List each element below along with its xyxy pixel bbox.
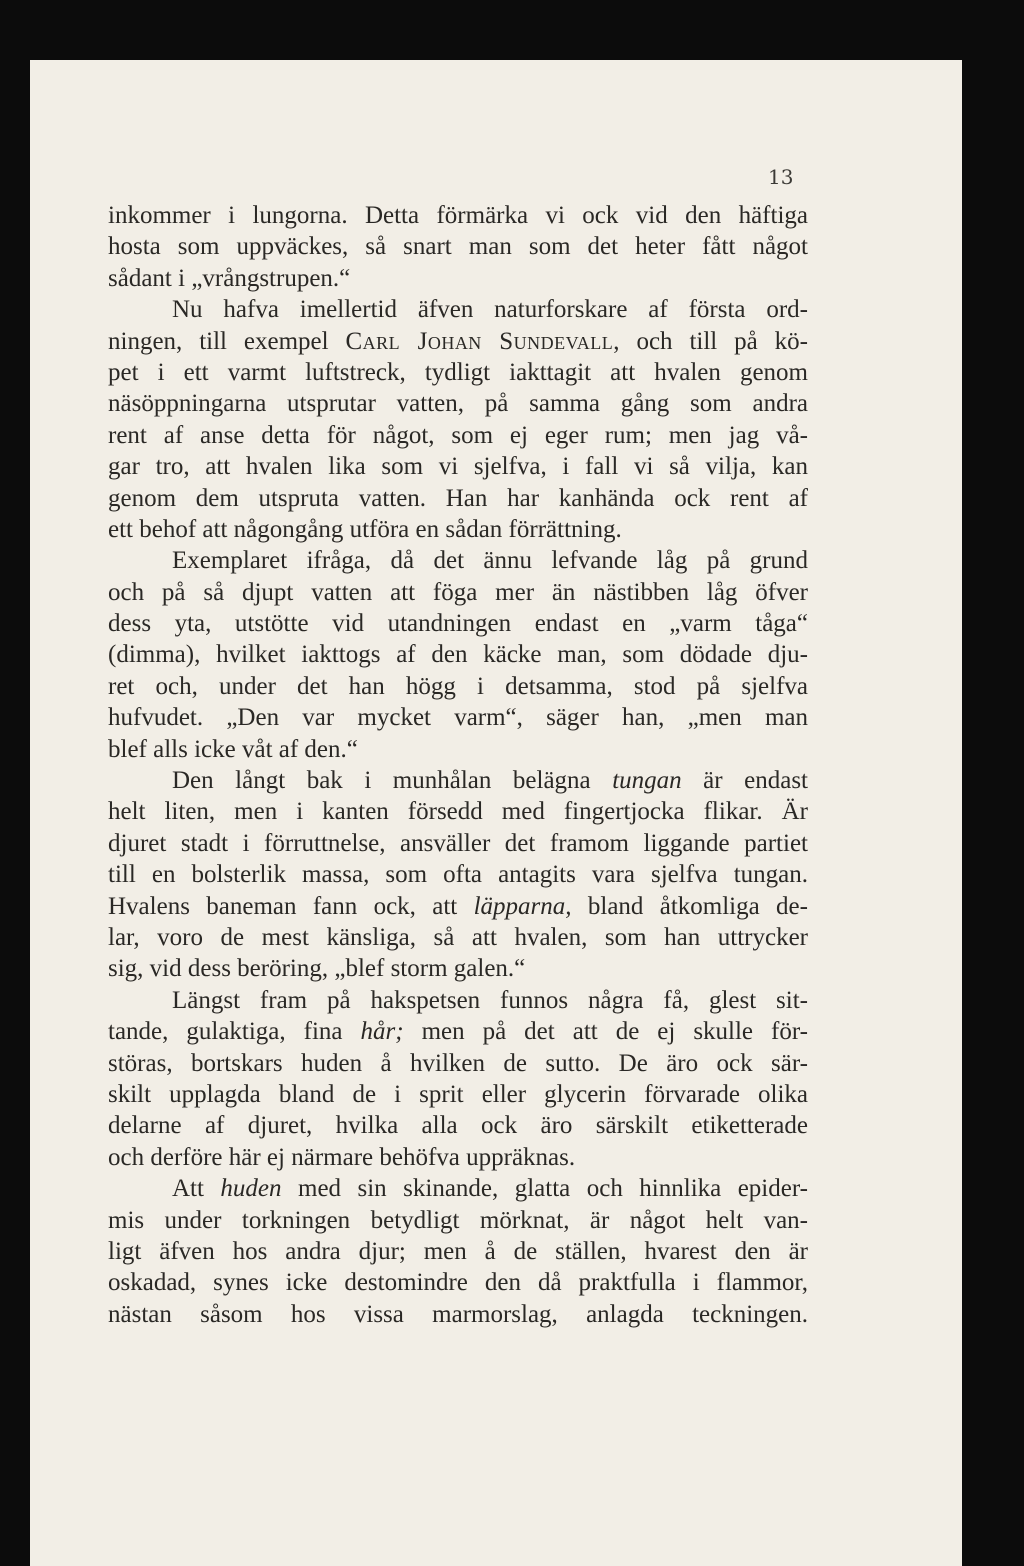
text-line: Exemplaret ifråga, då det ännu lefvande låg på grund	[172, 547, 808, 575]
text-line: helt liten, men i kanten försedd med fingertjocka flikar. Är	[108, 798, 808, 826]
scan-border-top	[0, 0, 1024, 60]
text-line: blef alls icke våt af den.“	[108, 735, 358, 763]
text-line: skilt upplagda bland de i sprit eller glycerin förvarade olika	[108, 1080, 808, 1108]
text-line: Hvalens baneman fann ock, att läpparna, bland åtkomliga de-	[108, 892, 808, 920]
italic-term: läpparna,	[473, 892, 572, 920]
text-line: ett behof att någongång utföra en sådan förrättning.	[108, 515, 622, 543]
text-line: delarne af djuret, hvilka alla ock äro särskilt etiketterade	[108, 1112, 808, 1140]
text-line: rent af anse detta för något, som ej eger rum; men jag vå-	[108, 421, 808, 449]
scan-border-left	[0, 0, 30, 1566]
text-line: till en bolsterlik massa, som ofta antagits vara sjelfva tungan.	[108, 861, 808, 889]
text-line: Att huden med sin skinande, glatta och hinnlika epider-	[172, 1175, 808, 1203]
text-line: ningen, till exempel Carl Johan Sundevall, och till på kö-	[108, 327, 808, 355]
text-line: nästan såsom hos vissa marmorslag, anlagda teckningen.	[108, 1300, 808, 1328]
text-line: pet i ett varmt luftstreck, tydligt iakttagit att hvalen genom	[108, 358, 808, 386]
text-line: lar, voro de mest känsliga, så att hvalen, som han uttrycker	[108, 923, 808, 951]
text-line: Nu hafva imellertid äfven naturforskare af första ord-	[172, 296, 808, 324]
text-line: hosta som uppväckes, så snart man som det heter fått något	[108, 233, 808, 261]
text-line: sådant i „vrångstrupen.“	[108, 264, 351, 292]
text-line: oskadad, synes icke destomindre den då praktfulla i flammor,	[108, 1269, 808, 1297]
text-line: gar tro, att hvalen lika som vi sjelfva, i fall vi så vilja, kan	[108, 453, 808, 481]
text-line: (dimma), hvilket iakttogs af den käcke man, som dödade dju-	[108, 641, 808, 669]
text-line: djuret stadt i förruttnelse, ansväller det framom liggande partiet	[108, 829, 808, 857]
text-line: ret och, under det han högg i detsamma, stod på sjelfva	[108, 672, 808, 700]
text-line: sig, vid dess beröring, „blef storm galen.“	[108, 955, 526, 983]
text-line: dess yta, utstötte vid utandningen endast en „varm tåga“	[108, 610, 808, 638]
text-line: Den långt bak i munhålan belägna tungan är endast	[172, 767, 808, 795]
text-line: störas, bortskars huden å hvilken de sutto. De äro ock sär-	[108, 1049, 808, 1077]
text-line: Längst fram på hakspetsen funnos några få, glest sit-	[172, 986, 808, 1014]
scan-border-right	[962, 0, 1024, 1566]
text-line: och derföre här ej närmare behöfva uppräknas.	[108, 1143, 576, 1171]
text-line: hufvudet. „Den var mycket varm“, säger han, „men man	[108, 704, 808, 732]
text-line: tande, gulaktiga, fina hår; men på det att de ej skulle för-	[108, 1018, 808, 1046]
italic-term: hår;	[360, 1018, 404, 1046]
text-line: mis under torkningen betydligt mörknat, är något helt van-	[108, 1206, 808, 1234]
italic-term: tungan	[612, 767, 682, 795]
italic-term: huden	[220, 1175, 282, 1203]
page-number: 13	[768, 165, 794, 189]
text-line: ligt äfven hos andra djur; men å de ställen, hvarest den är	[108, 1237, 808, 1265]
text-line: och på så djupt vatten att föga mer än nästibben låg öfver	[108, 578, 808, 606]
body-text	[108, 200, 808, 1330]
text-line: inkommer i lungorna. Detta förmärka vi ock vid den häftiga	[108, 202, 808, 229]
text-line: näsöppningarna utsprutar vatten, på samma gång som andra	[108, 390, 808, 418]
small-caps-name: Carl Johan Sundevall	[345, 327, 614, 355]
text-line: genom dem utspruta vatten. Han har kanhända ock rent af	[108, 484, 808, 512]
